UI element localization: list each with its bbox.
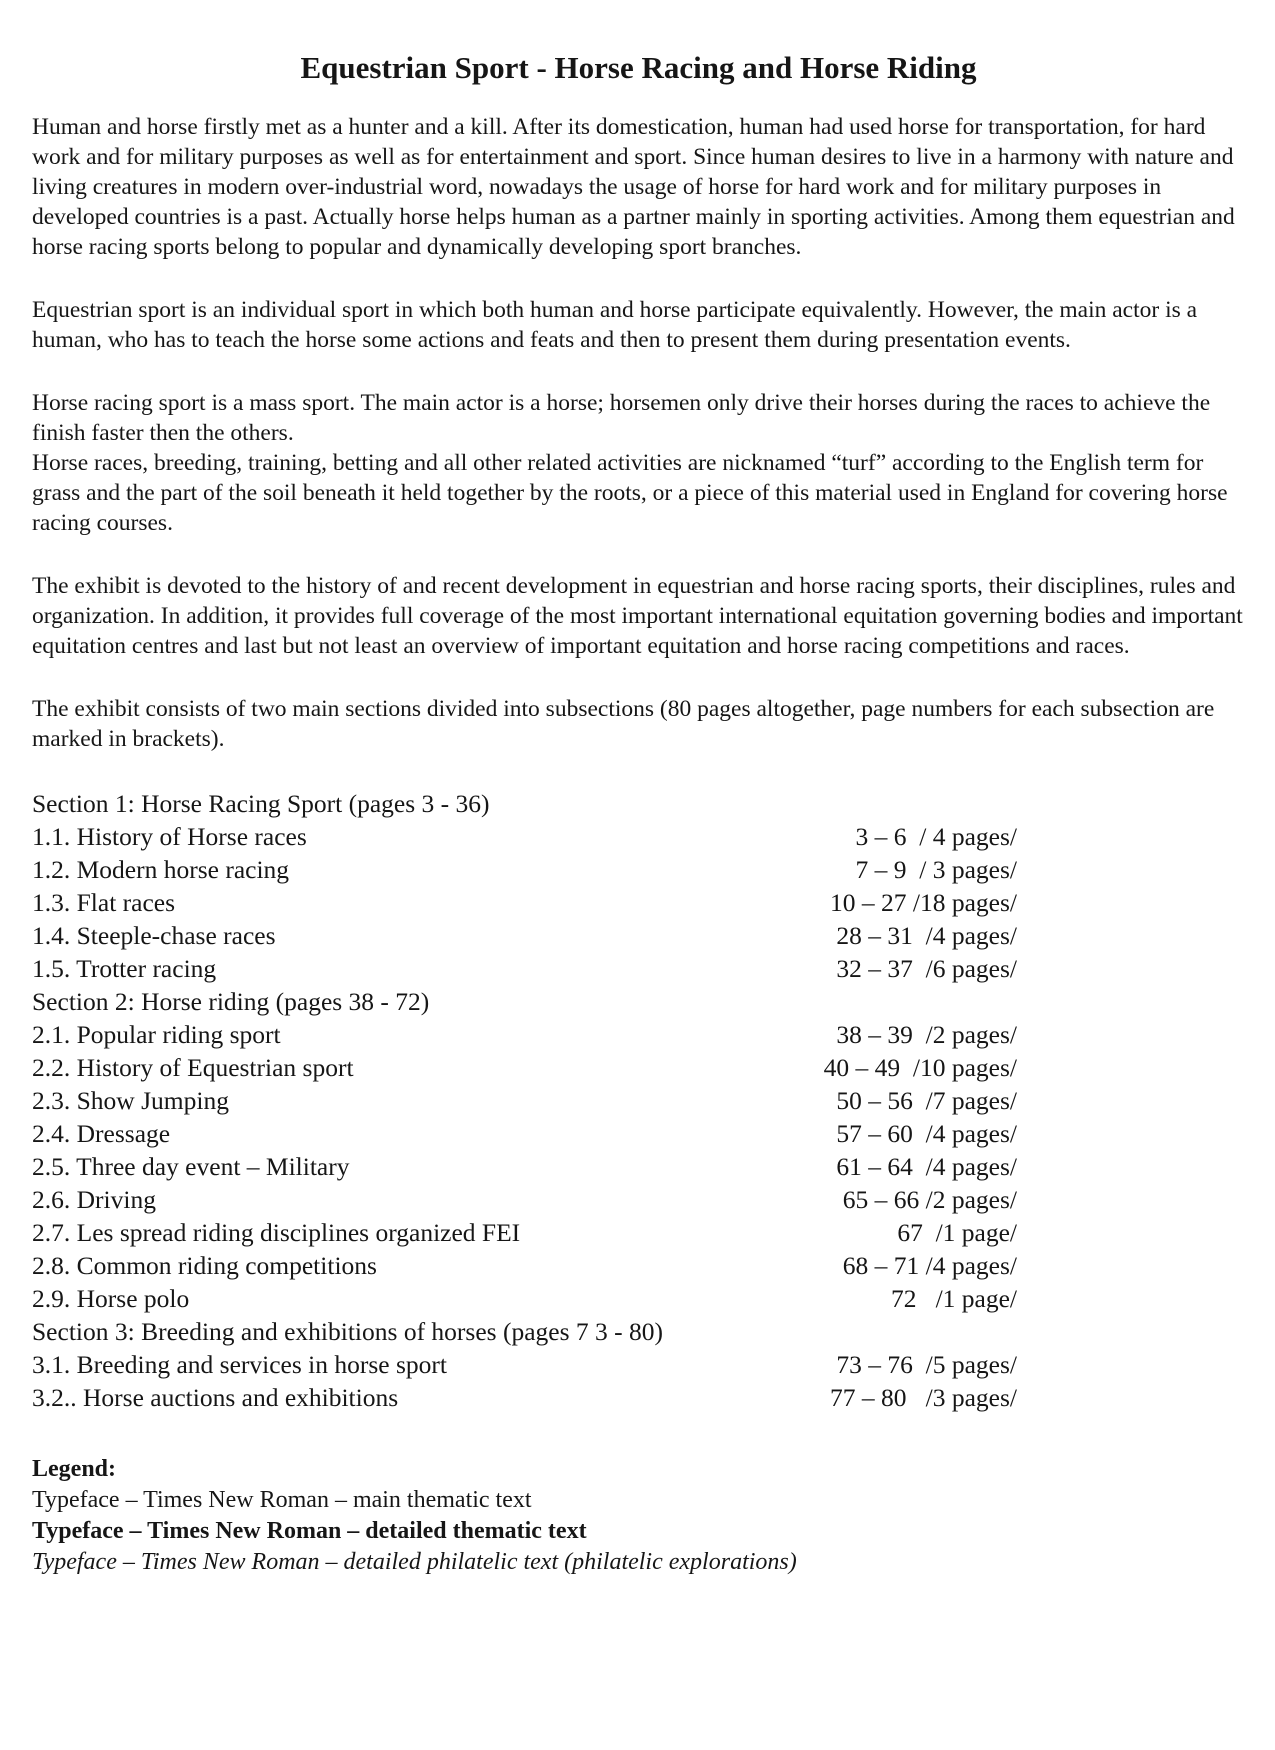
toc-item-pages: 40 – 49 /10 pages/ [823, 1053, 1017, 1082]
legend-line-main-thematic: Typeface – Times New Roman – main thematic text [32, 1487, 532, 1513]
toc-row [32, 1018, 1017, 1051]
toc-item-pages: 50 – 56 /7 pages/ [836, 1086, 1017, 1115]
toc-item-label: 2.5. Three day event – Military [32, 1152, 350, 1181]
toc-row [32, 1150, 1017, 1183]
toc-row [32, 952, 1017, 985]
toc-section-header: Section 2: Horse riding (pages 38 - 72) [32, 987, 430, 1016]
toc-item-label: 1.3. Flat races [32, 888, 176, 917]
toc-row [32, 1381, 1017, 1414]
paragraph-intro: Human and horse firstly met as a hunter and a kill. After its domestication, human had used horse for transportation, for hard work and for military purposes as well as for entertainment and sport. Since human desires to live in a harmony with nature and living creatures in modern over-industrial word, nowadays the usage of horse for hard work and for military purposes in developed countries is a past. Actually horse helps human as a partner mainly in sporting activities. Among them equestrian and horse racing sports belong to popular and dynamically developing sport branches. [32, 114, 1235, 260]
paragraph-equestrian-sport: Equestrian sport is an individual sport in which both human and horse participate equivalently. However, the main actor is a human, who has to teach the horse some actions and feats and then to present them during presentation events. [32, 297, 1198, 353]
toc-item-pages: 72 /1 page/ [890, 1284, 1017, 1313]
toc-item-pages: 32 – 37 /6 pages/ [836, 954, 1017, 983]
toc-section-row [32, 985, 1017, 1018]
toc-section-row [32, 1315, 1017, 1348]
toc-item-label: 2.6. Driving [32, 1185, 156, 1214]
toc-item-label: 1.4. Steeple-chase races [32, 921, 276, 950]
toc-section-header: Section 1: Horse Racing Sport (pages 3 - 36) [32, 789, 490, 818]
toc-item-label: 3.2.. Horse auctions and exhibitions [32, 1383, 399, 1412]
toc-row [32, 919, 1017, 952]
toc-row [32, 1117, 1017, 1150]
toc-item-label: 1.5. Trotter racing [32, 954, 217, 983]
toc-item-label: 2.9. Horse polo [32, 1284, 190, 1313]
toc-item-label: 2.1. Popular riding sport [32, 1020, 281, 1049]
legend [32, 1454, 1245, 1578]
toc-item-pages: 28 – 31 /4 pages/ [836, 921, 1017, 950]
page-title: Equestrian Sport - Horse Racing and Horse Riding [300, 50, 977, 85]
toc-item-pages: 57 – 60 /4 pages/ [836, 1119, 1017, 1148]
toc-item-label: 1.1. History of Horse races [32, 822, 307, 851]
table-of-contents [32, 787, 1017, 1414]
toc-item-pages: 3 – 6 / 4 pages/ [855, 822, 1017, 851]
paragraph-exhibit-scope: The exhibit is devoted to the history of and recent development in equestrian and horse racing sports, their disciplines, rules and organization. In addition, it provides full coverage of the most important international equitation governing bodies and important equitation centres and last but not least an overview of important equitation and horse racing competitions and races. [32, 573, 1243, 659]
toc-item-label: 1.2. Modern horse racing [32, 855, 290, 884]
toc-row [32, 1249, 1017, 1282]
legend-line-detailed-thematic: Typeface – Times New Roman – detailed thematic text [32, 1518, 587, 1544]
toc-row [32, 853, 1017, 886]
toc-item-pages: 73 – 76 /5 pages/ [836, 1350, 1017, 1379]
toc-item-pages: 7 – 9 / 3 pages/ [855, 855, 1017, 884]
toc-item-label: 2.4. Dressage [32, 1119, 171, 1148]
toc-row [32, 886, 1017, 919]
toc-row [32, 1282, 1017, 1315]
toc-section-row [32, 787, 1017, 820]
toc-item-pages: 10 – 27 /18 pages/ [830, 888, 1017, 917]
toc-item-label: 2.3. Show Jumping [32, 1086, 229, 1115]
toc-row [32, 1348, 1017, 1381]
paragraph-exhibit-structure: The exhibit consists of two main sections divided into subsections (80 pages altogether, page numbers for each subsection are marked in brackets). [32, 696, 1215, 752]
paragraph-horse-racing: Horse racing sport is a mass sport. The main actor is a horse; horsemen only drive their horses during the races to achieve the finish faster then the others. [32, 390, 1211, 446]
legend-line-detailed-philatelic: Typeface – Times New Roman – detailed philatelic text (philatelic explorations) [32, 1549, 797, 1575]
toc-item-label: 2.8. Common riding competitions [32, 1251, 377, 1280]
toc-row [32, 1051, 1017, 1084]
toc-section-header: Section 3: Breeding and exhibitions of horses (pages 7 3 - 80) [32, 1317, 664, 1346]
toc-row [32, 1183, 1017, 1216]
toc-item-pages: 67 /1 page/ [897, 1218, 1017, 1247]
toc-item-label: 3.1. Breeding and services in horse sport [32, 1350, 447, 1379]
toc-item-pages: 38 – 39 /2 pages/ [836, 1020, 1017, 1049]
toc-item-pages: 65 – 66 /2 pages/ [842, 1185, 1017, 1214]
toc-row [32, 1216, 1017, 1249]
toc-item-pages: 68 – 71 /4 pages/ [842, 1251, 1017, 1280]
toc-row [32, 820, 1017, 853]
toc-item-label: 2.2. History of Equestrian sport [32, 1053, 354, 1082]
paragraph-turf: Horse races, breeding, training, betting and all other related activities are nicknamed “turf” according to the English term for grass and the part of the soil beneath it held together by the roots, or a piece of this material used in England for covering horse racing courses. [32, 450, 1228, 536]
legend-heading: Legend: [32, 1456, 116, 1482]
toc-row [32, 1084, 1017, 1117]
toc-item-label: 2.7. Les spread riding disciplines organized FEI [32, 1218, 521, 1247]
toc-item-pages: 77 – 80 /3 pages/ [830, 1383, 1017, 1412]
toc-item-pages: 61 – 64 /4 pages/ [836, 1152, 1017, 1181]
